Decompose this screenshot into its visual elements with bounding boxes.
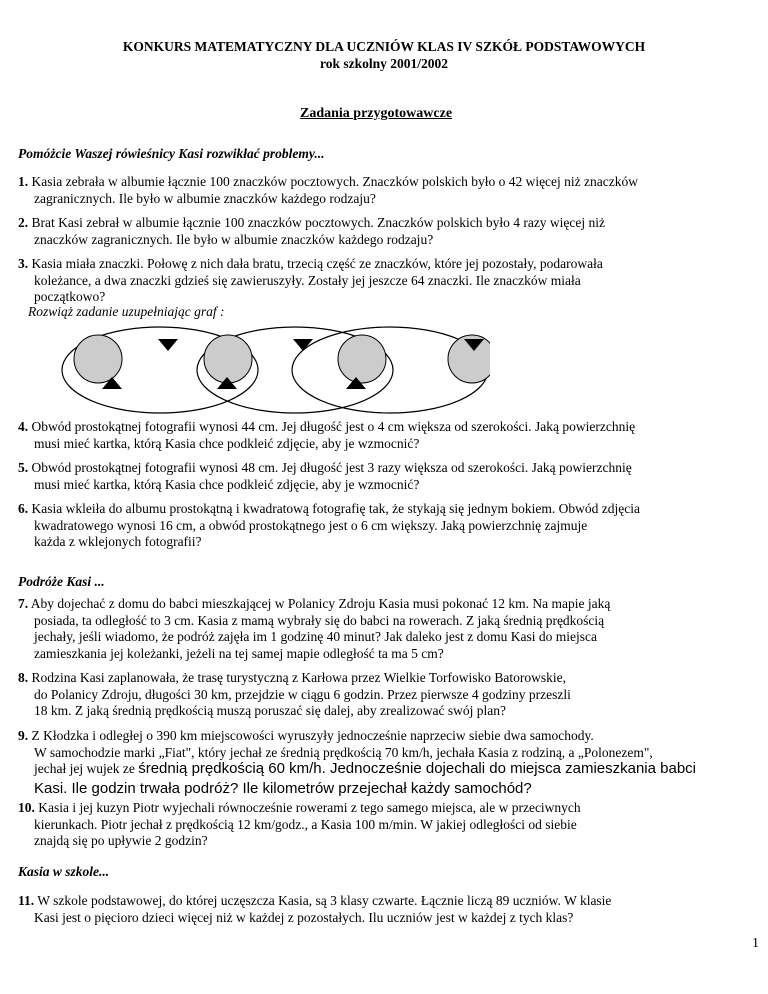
task-number: 9. [18,728,29,743]
task-text: Kasi jest o pięcioro dzieci więcej niż w każdej z pozostałych. Ilu uczniów jest w każdej z tych klas? [34,909,574,925]
graph-node-1[interactable] [74,335,122,383]
task-text: jechały, jeśli wiadomo, że podróż zajęła im 1 godzinę 40 minut? Jak daleko jest z domu Kasi do miejsca [34,629,597,644]
task-7 [18,596,610,662]
section-heading: Zadania przygotowawcze [300,106,453,121]
task-text: znajdą się po upływie 2 godzin? [34,833,208,848]
task-number: 5. [18,460,29,475]
task-number: 11. [18,893,35,908]
task-text: do Polanicy Zdroju, długości 30 km, przejdzie w ciągu 6 godzin. Przez pierwsze 4 godziny przeszli [34,686,571,702]
task-3 [18,256,603,306]
task-6 [18,501,640,551]
section-title-travels: Podróże Kasi ... [18,574,105,589]
task-11 [18,893,611,926]
task-text: jechał jej wujek ze [34,761,139,776]
task-text: Z Kłodzka i odległej o 390 km miejscowości wyruszyły jednocześnie naprzeciw siebie dwa samochody. [31,728,594,743]
task-text: Rodzina Kasi zaplanowała, że trasę turystyczną z Karłowa przez Wielkie Torfowisko Batorowskie, [31,670,566,685]
task-2 [18,215,605,248]
arrow-down-icon [158,339,178,351]
section-title-problems: Pomóżcie Waszej rówieśnicy Kasi rozwikłać problemy... [18,146,325,161]
graph-arcs [62,327,488,413]
task-number: 3. [18,256,29,271]
task-text: Kasia zebrała w albumie łącznie 100 znaczków pocztowych. Znaczków polskich było o 42 więcej niż znaczków [31,174,639,189]
task-8 [18,670,571,720]
task-number: 8. [18,670,29,685]
task-number: 7. [18,596,29,611]
task-text: Kasi. Ile godzin trwała podróż? Ile kilometrów przejechał każdy samochód? [34,779,532,797]
task-text: posiada, ta odległość to 3 cm. Kasia z mamą wybrały się do babci na rowerach. Z jaką średnią prędkością [34,612,605,628]
graph-node-3[interactable] [338,335,386,383]
task-number: 4. [18,419,29,434]
task-text: W samochodzie marki „Fiat", który jechał ze średnią prędkością 70 km/h, jechała Kasia z rodziną, a „Polonezem", [34,744,653,760]
task-text: Brat Kasi zebrał w albumie łącznie 100 znaczków pocztowych. Znaczków polskich było 4 razy więcej niż [31,215,606,230]
graph-instruction: Rozwiąż zadanie uzupełniając graf : [28,304,225,319]
number-graph [60,325,490,415]
task-text: zagranicznych. Ile było w albumie znaczków każdego rodzaju? [34,190,376,206]
task-text: Kasia wkleiła do albumu prostokątną i kwadratową fotografię tak, że stykają się jednym bokiem. Obwód zdjęcia [31,501,640,516]
page-number: 1 [752,936,759,951]
task-text: Kasia miała znaczki. Połowę z nich dała bratu, trzecią część ze znaczków, które jej pozostały, podarowała [31,256,603,271]
school-year: rok szkolny 2001/2002 [319,56,449,71]
task-text: kierunkach. Piotr jechał z prędkością 12 km/godz., a Kasia 100 m/min. W jakiej odległości od siebie [34,816,577,832]
graph-nodes [74,335,490,383]
task-text: W szkole podstawowej, do której uczęszcza Kasia, są 3 klasy czwarte. Łącznie liczą 89 uczniów. W klasie [37,893,612,908]
task-text: początkowo? [34,289,106,304]
task-text: musi mieć kartka, którą Kasia chce podkleić zdjęcie, aby je wzmocnić? [34,476,420,492]
task-text: każda z wklejonych fotografii? [34,534,202,549]
graph-node-2[interactable] [204,335,252,383]
document-title: KONKURS MATEMATYCZNY DLA UCZNIÓW KLAS IV SZKÓŁ PODSTAWOWYCH [122,39,646,54]
task-number: 1. [18,174,29,189]
task-4 [18,419,635,452]
task-text: znaczków zagranicznych. Ile było w albumie znaczków każdego rodzaju? [34,231,434,247]
task-9 [18,728,696,797]
task-5 [18,460,632,493]
task-text: 18 km. Z jaką średnią prędkością muszą poruszać się dalej, aby zrealizować swój plan? [34,703,506,718]
section-title-school: Kasia w szkole... [18,864,110,879]
task-10 [18,800,581,850]
task-number: 2. [18,215,29,230]
task-text: Obwód prostokątnej fotografii wynosi 48 cm. Jej długość jest 3 razy większa od szerokości. Jaką powierzchnię [31,460,632,475]
task-1 [18,174,638,207]
task-text: Obwód prostokątnej fotografii wynosi 44 cm. Jej długość jest o 4 cm większa od szerokości. Jaką powierzchnię [31,419,636,434]
task-text: średnią prędkością 60 km/h. Jednocześnie dojechali do miejsca zamieszkania babci [138,760,697,777]
task-text: Aby dojechać z domu do babci mieszkającej w Polanicy Zdroju Kasia musi pokonać 12 km. Na mapie jaką [30,596,611,611]
task-text: koleżance, a dwa znaczki gdzieś się zawieruszyły. Zostały jej jeszcze 64 znaczki. Ile znaczków miała [34,272,581,288]
task-text: zamieszkania jej koleżanki, jeżeli na tej samej mapie odległość ta ma 5 cm? [34,645,444,661]
task-text: kwadratowego wynosi 16 cm, a obwód prostokątnego jest o 6 cm większy. Jaką powierzchnię zajmuje [34,517,588,533]
task-number: 10. [18,800,35,815]
task-text: musi mieć kartka, którą Kasia chce podkleić zdjęcie, aby je wzmocnić? [34,435,420,451]
task-number: 6. [18,501,29,516]
task-text: Kasia i jej kuzyn Piotr wyjechali równocześnie rowerami z tego samego miejsca, ale w przeciwnych [38,800,581,815]
